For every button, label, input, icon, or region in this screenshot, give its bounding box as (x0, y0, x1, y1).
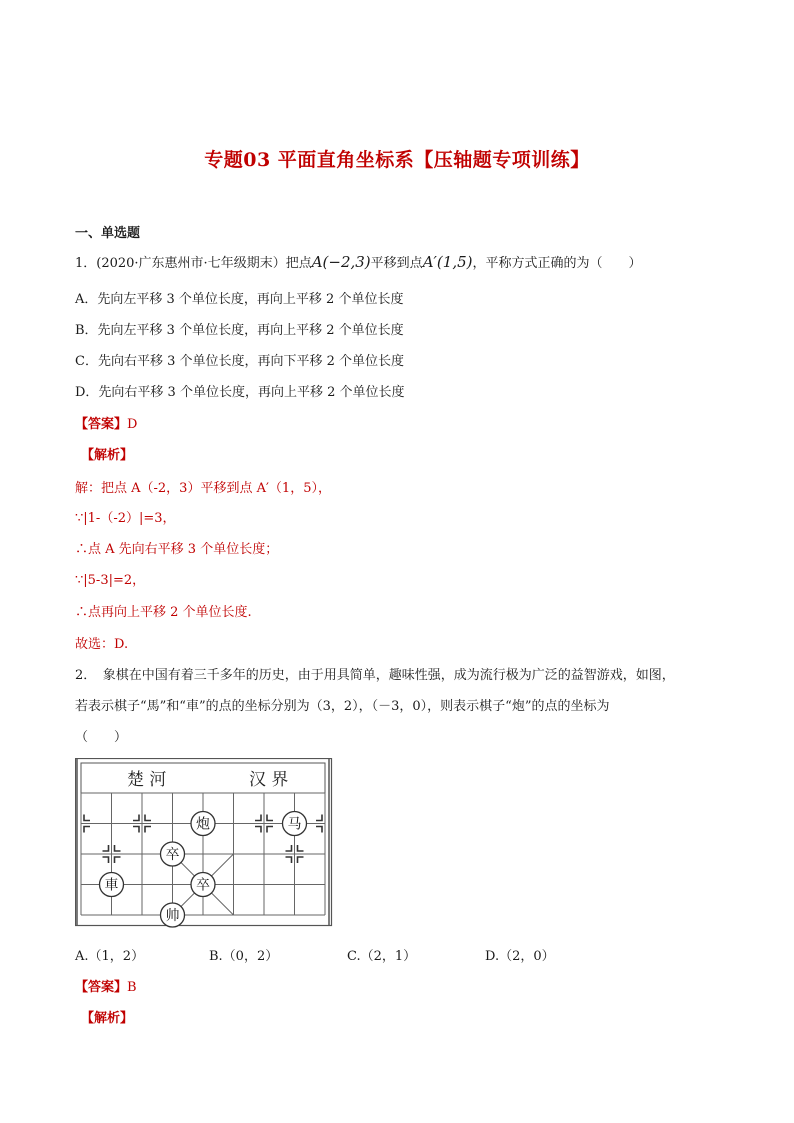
analysis-label: 【解析】 (81, 1011, 134, 1026)
river-label-right: 汉 界 (249, 770, 289, 790)
option-a: A．先向左平移 3 个单位长度，再向上平移 2 个单位长度 (75, 292, 404, 307)
position-mark (103, 857, 109, 863)
analysis-label: 【解析】 (81, 448, 134, 463)
chess-piece (161, 842, 185, 866)
answer-2 (75, 976, 137, 995)
chess-piece (283, 812, 307, 836)
question-2-line-2: 若表示棋子“馬”和“車”的点的坐标分别为（3，2），（－3，0），则表示棋子“炮”的点的坐标为 (75, 699, 610, 714)
position-mark (255, 827, 261, 833)
position-mark (316, 827, 322, 833)
piece-label: 帅 (165, 908, 180, 924)
position-mark (316, 815, 322, 821)
question-1-stem (75, 252, 642, 271)
q2-option-b: B.（0，2） (209, 949, 279, 964)
q2-option-c: C.（2，1） (347, 949, 417, 964)
position-mark (145, 815, 151, 821)
position-mark (145, 827, 151, 833)
position-mark (84, 827, 90, 833)
question-1-suffix: ，平称方式正确的为（ ） (472, 256, 642, 271)
position-mark (298, 845, 304, 851)
position-mark (267, 827, 273, 833)
piece-label: 卒 (196, 877, 210, 894)
position-mark (286, 845, 292, 851)
position-mark (255, 815, 261, 821)
position-mark (298, 857, 304, 863)
chess-piece (161, 903, 185, 927)
chess-piece (191, 873, 215, 897)
solution-line: ∴点再向上平移 2 个单位长度. (75, 605, 252, 620)
solution-line: 解：把点 A（-2，3）平移到点 A′（1，5）， (75, 481, 331, 496)
question-1-prefix: 1．(2020·广东惠州市·七年级期末）把点 (75, 256, 312, 271)
position-mark (84, 815, 90, 821)
position-mark (115, 857, 121, 863)
piece-label: 炮 (196, 816, 210, 833)
river-label-left: 楚 河 (127, 770, 167, 790)
piece-label: 马 (287, 816, 302, 833)
question-2-line-3: （ ） (75, 730, 128, 745)
position-mark (133, 815, 139, 821)
chess-board-diagram (75, 758, 335, 928)
answer-label: 【答案】 (75, 980, 128, 995)
question-2-line-1: 2． 象棋在中国有着三千多年的历史，由于用具简单，趣味性强，成为流行极为广泛的益智游戏，如图， (75, 668, 675, 683)
position-mark (286, 857, 292, 863)
page-title: 专题03 平面直角坐标系【压轴题专项训练】 (204, 149, 590, 171)
question-1-middle: 平移到点 (370, 256, 423, 271)
solution-line: ∵|1-（-2）|=3， (75, 511, 176, 526)
position-mark (133, 827, 139, 833)
section-heading: 一、单选题 (75, 226, 141, 241)
position-mark (267, 815, 273, 821)
point-a-prime: A′(1,5) (422, 253, 473, 271)
option-d: D．先向右平移 3 个单位长度，再向上平移 2 个单位长度 (75, 385, 405, 400)
solution-line: 故选：D. (75, 637, 129, 652)
chess-piece (100, 873, 124, 897)
solution-line: ∴点 A 先向右平移 3 个单位长度； (75, 542, 279, 557)
option-b: B．先向左平移 3 个单位长度，再向上平移 2 个单位长度 (75, 323, 404, 338)
solution-line: ∵|5-3|=2， (75, 573, 146, 588)
option-c: C．先向右平移 3 个单位长度，再向下平移 2 个单位长度 (75, 354, 405, 369)
answer-1 (75, 413, 137, 432)
answer-label: 【答案】 (75, 417, 128, 432)
q2-option-d: D.（2，0） (485, 949, 555, 964)
piece-label: 卒 (165, 847, 180, 863)
position-mark (115, 845, 121, 851)
answer-value: D (127, 417, 138, 432)
point-a: A(−2,3) (311, 253, 371, 271)
piece-label: 車 (104, 877, 119, 894)
answer-value: B (127, 980, 137, 995)
chess-piece (191, 812, 215, 836)
position-mark (103, 845, 109, 851)
q2-option-a: A.（1，2） (75, 949, 145, 964)
